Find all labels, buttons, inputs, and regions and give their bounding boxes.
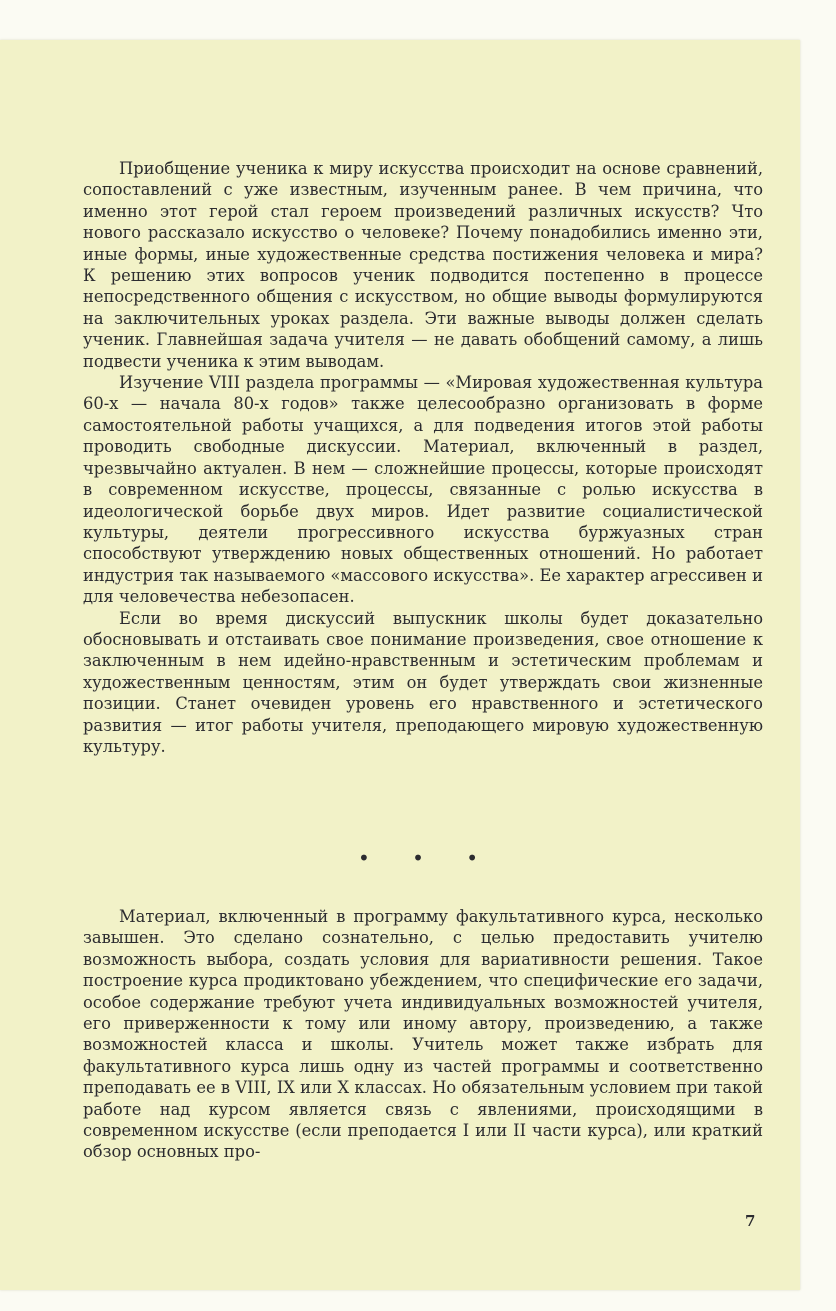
paragraph: Приобщение ученика к миру искусства происходит на основе сравнений, сопоставлений с уже известным, изученным ранее. В чем причина, что именно этот герой стал героем произведений различных искусств? Что нового рассказало искусство о человеке? Почему понадобились именно эти, иные формы, иные художественные средства постижения человека и мира? К решению этих вопросов ученик подводится постепенно в процессе непосредственного общения с искусством, но общие выводы формулируются на заключительных уроках раздела. Эти важные выводы должен сделать ученик. Главнейшая задача учителя — не давать обобщений самому, а лишь подвести ученика к этим выводам. [83, 159, 763, 371]
text-section-bottom [83, 906, 763, 1163]
page-number: 7 [745, 1212, 756, 1230]
paragraph: Материал, включенный в программу факультативного курса, несколько завышен. Это сделано сознательно, с целью предоставить учителю возможность выбора, создать условия для вариативности решения. Такое построение курса продиктовано убеждением, что специфические его задачи, особое содержание требуют учета индивидуальных возможностей учителя, его приверженности к тому или иному автору, произведению, а также возможностей класса и школы. Учитель может также избрать для факультативного курса лишь одну из частей программы и соответственно преподавать ее в VIII, IX или X классах. Но обязательным условием при такой работе над курсом является связь с явлениями, происходящими в современном искусстве (если преподается I или II части курса), или краткий обзор основных про- [83, 907, 763, 1162]
text-section-top [83, 158, 763, 757]
section-separator: • • • [357, 846, 497, 870]
paragraph: Изучение VIII раздела программы — «Мировая художественная культура 60-х — начала 80-х годов» также целесообразно организовать в форме самостоятельной работы учащихся, а для подведения итогов этой работы проводить свободные дискуссии. Материал, включенный в раздел, чрезвычайно актуален. В нем — сложнейшие процессы, которые происходят в современном искусстве, процессы, связанные с ролью искусства в идеологической борьбе двух миров. Идет развитие социалистической культуры, деятели прогрессивного искусства буржуазных стран способствуют утверждению новых общественных отношений. Но работает индустрия так называемого «массового искусства». Ее характер агрессивен и для человечества небезопасен. [83, 373, 763, 607]
paragraph: Если во время дискуссий выпускник школы будет доказательно обосновывать и отстаивать свое понимание произведения, свое отношение к заключенным в нем идейно-нравственным и эстетическим проблемам и художественным ценностям, этим он будет утверждать свои жизненные позиции. Станет очевиден уровень его нравственного и эстетического развития — итог работы учителя, преподающего мировую художественную культуру. [83, 608, 763, 756]
